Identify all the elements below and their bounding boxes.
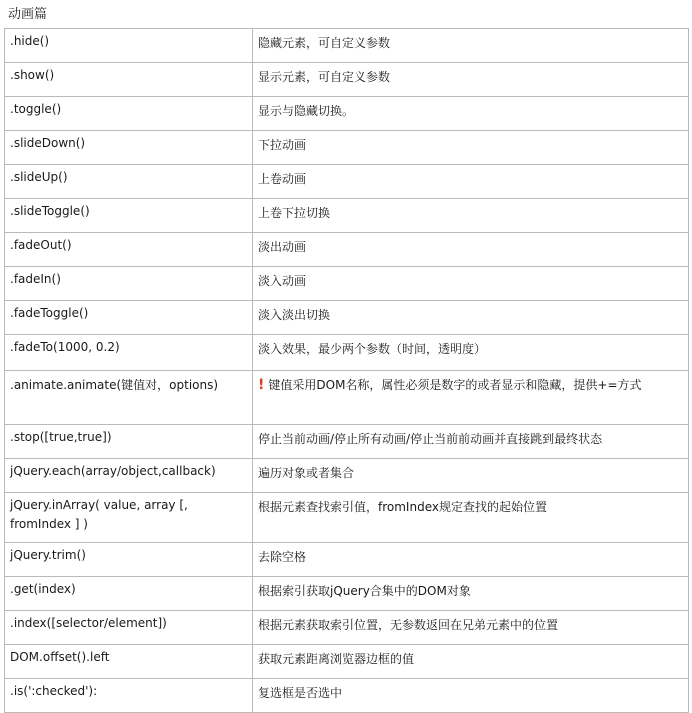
description-text: 键值采用DOM名称，属性必须是数字的或者显示和隐藏，提供+=方式: [268, 378, 642, 392]
description-cell: 淡入效果，最少两个参数（时间，透明度）: [253, 335, 689, 371]
description-cell: 根据索引获取jQuery合集中的DOM对象: [253, 577, 689, 611]
table-row: [5, 645, 689, 679]
method-cell: .fadeOut(): [5, 233, 253, 267]
description-cell: 获取元素距离浏览器边框的值: [253, 645, 689, 679]
table-row: [5, 611, 689, 645]
table-row: [5, 131, 689, 165]
description-cell: 淡入动画: [253, 267, 689, 301]
description-cell: 复选框是否选中: [253, 679, 689, 713]
description-cell: 上卷动画: [253, 165, 689, 199]
method-cell: .slideToggle(): [5, 199, 253, 233]
table-row: [5, 459, 689, 493]
table-row: [5, 493, 689, 543]
method-cell: jQuery.inArray( value, array [, fromIndex ] ): [5, 493, 253, 543]
table-row: [5, 425, 689, 459]
table-row: [5, 577, 689, 611]
description-cell: 上卷下拉切换: [253, 199, 689, 233]
description-cell: 停止当前动画/停止所有动画/停止当前前动画并直接跳到最终状态: [253, 425, 689, 459]
method-cell: .get(index): [5, 577, 253, 611]
api-table: [4, 28, 689, 713]
table-row: [5, 63, 689, 97]
description-cell: 根据元素查找索引值，fromIndex规定查找的起始位置: [253, 493, 689, 543]
method-cell: .slideUp(): [5, 165, 253, 199]
method-cell: .index([selector/element]): [5, 611, 253, 645]
description-cell: 去除空格: [253, 543, 689, 577]
method-cell: .fadeTo(1000, 0.2): [5, 335, 253, 371]
table-row: [5, 97, 689, 131]
method-cell: jQuery.each(array/object,callback): [5, 459, 253, 493]
table-row: [5, 199, 689, 233]
table-row: [5, 301, 689, 335]
description-cell: 淡入淡出切换: [253, 301, 689, 335]
method-cell: .toggle(): [5, 97, 253, 131]
table-row: [5, 371, 689, 425]
method-cell: jQuery.trim(): [5, 543, 253, 577]
description-cell: 淡出动画: [253, 233, 689, 267]
method-cell: .stop([true,true]): [5, 425, 253, 459]
method-cell: .fadeToggle(): [5, 301, 253, 335]
exclamation-icon: !: [258, 377, 265, 393]
table-row: [5, 165, 689, 199]
method-cell: .fadeIn(): [5, 267, 253, 301]
table-row: [5, 335, 689, 371]
method-cell: .slideDown(): [5, 131, 253, 165]
description-cell: 显示与隐藏切换。: [253, 97, 689, 131]
table-row: [5, 679, 689, 713]
method-cell: .hide(): [5, 29, 253, 63]
description-cell: 显示元素，可自定义参数: [253, 63, 689, 97]
table-row: [5, 233, 689, 267]
description-cell: 下拉动画: [253, 131, 689, 165]
method-cell: .animate.animate(键值对，options): [5, 371, 253, 425]
description-cell: 隐藏元素，可自定义参数: [253, 29, 689, 63]
method-cell: DOM.offset().left: [5, 645, 253, 679]
method-cell: .is(':checked'):: [5, 679, 253, 713]
table-row: [5, 29, 689, 63]
table-row: [5, 267, 689, 301]
description-cell: [253, 371, 689, 425]
page-title: 动画篇: [8, 7, 48, 22]
description-cell: 根据元素获取索引位置，无参数返回在兄弟元素中的位置: [253, 611, 689, 645]
table-row: [5, 543, 689, 577]
description-cell: 遍历对象或者集合: [253, 459, 689, 493]
method-cell: .show(): [5, 63, 253, 97]
